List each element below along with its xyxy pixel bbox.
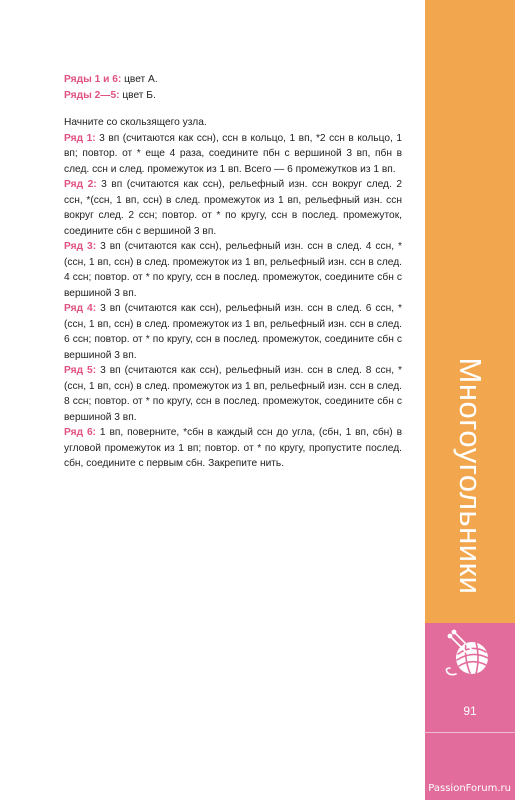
yarn-ball-icon (444, 628, 498, 682)
pattern-text (64, 72, 402, 472)
row-text: 3 вп (считаются как ссн), ссн в кольцо, 1 вп, *2 ссн в кольцо, 1 вп; повтор. от * еще 4 раза, соедините пбн с вершиной 3 вп, пбн в след. ссн и след. промежуток из 1 вп. Всего — 6 промежутков из 1 вп. (64, 132, 402, 175)
row-text: 3 вп (считаются как ссн), рельефный изн. ссн в след. 4 ссн, *(ссн, 1 вп, ссн) в след. промежуток из 1 вп, рельефный изн. ссн в след. 4 ссн; повтор. от * по кругу, ссн в послед. промежуток, соедините сбн с вершиной 3 вп. (64, 241, 402, 299)
row-label: Ряд 6: (64, 427, 97, 438)
chapter-title: Многоугольники (453, 357, 488, 595)
watermark: PassionForum.ru (428, 783, 511, 794)
row-text: 3 вп (считаются как ссн), рельефный изн. ссн в след. 6 ссн, *(ссн, 1 вп, ссн) в след. промежуток из 1 вп, рельефный изн. ссн в след. 6 ссн; повтор. от * по кругу, ссн в послед. промежуток, соедините сбн с вершиной 3 вп. (64, 303, 402, 361)
sidebar-divider (425, 732, 515, 733)
row-6 (64, 425, 402, 472)
row-2 (64, 177, 402, 239)
row-5 (64, 363, 402, 425)
chapter-sidebar (425, 0, 515, 800)
row-text: 1 вп, поверните, *сбн в каждый ссн до угла, (сбн, 1 вп, сбн) в угловой промежуток из 1 вп; повтор. от * по кругу, пропустите послед. сбн, соедините с первым сбн. Закрепите нить. (64, 427, 402, 469)
color-line-rows-1-6 (64, 72, 402, 88)
row-1 (64, 131, 402, 178)
row-3 (64, 239, 402, 301)
row-label: Ряд 5: (64, 365, 97, 376)
intro-text: Начните со скользящего узла. (64, 117, 207, 128)
rows-1-6-value: цвет А. (121, 74, 158, 85)
rows-1-6-label: Ряды 1 и 6: (64, 74, 122, 85)
rows-2-5-value: цвет Б. (119, 89, 156, 101)
row-4 (64, 301, 402, 363)
page-number: 91 (463, 704, 477, 718)
rows-2-5-label: Ряды 2—5: (64, 89, 120, 101)
row-text: 3 вп (считаются как ссн), рельефный изн. ссн вокруг след. 2 ссн, *(ссн, 1 вп, ссн) в след. промежуток из 1 вп, рельефный изн. ссн вокруг след. 2 ссн; повтор. от * по кругу, ссн в послед. промежуток, соедините сбн с вершиной 3 вп. (64, 179, 403, 237)
row-label: Ряд 1: (64, 132, 96, 144)
row-label: Ряд 3: (64, 241, 97, 252)
row-label: Ряд 2: (64, 179, 97, 190)
row-text: 3 вп (считаются как ссн), рельефный изн. ссн в след. 8 ссн, *(ссн, 1 вп, ссн) в след. промежуток из 1 вп, рельефный изн. ссн в след. 8 ссн; повтор. от * по кругу, ссн в послед. промежуток, соедините сбн с вершиной 3 вп. (64, 365, 402, 423)
color-line-rows-2-5 (64, 88, 402, 104)
row-label: Ряд 4: (64, 303, 97, 314)
